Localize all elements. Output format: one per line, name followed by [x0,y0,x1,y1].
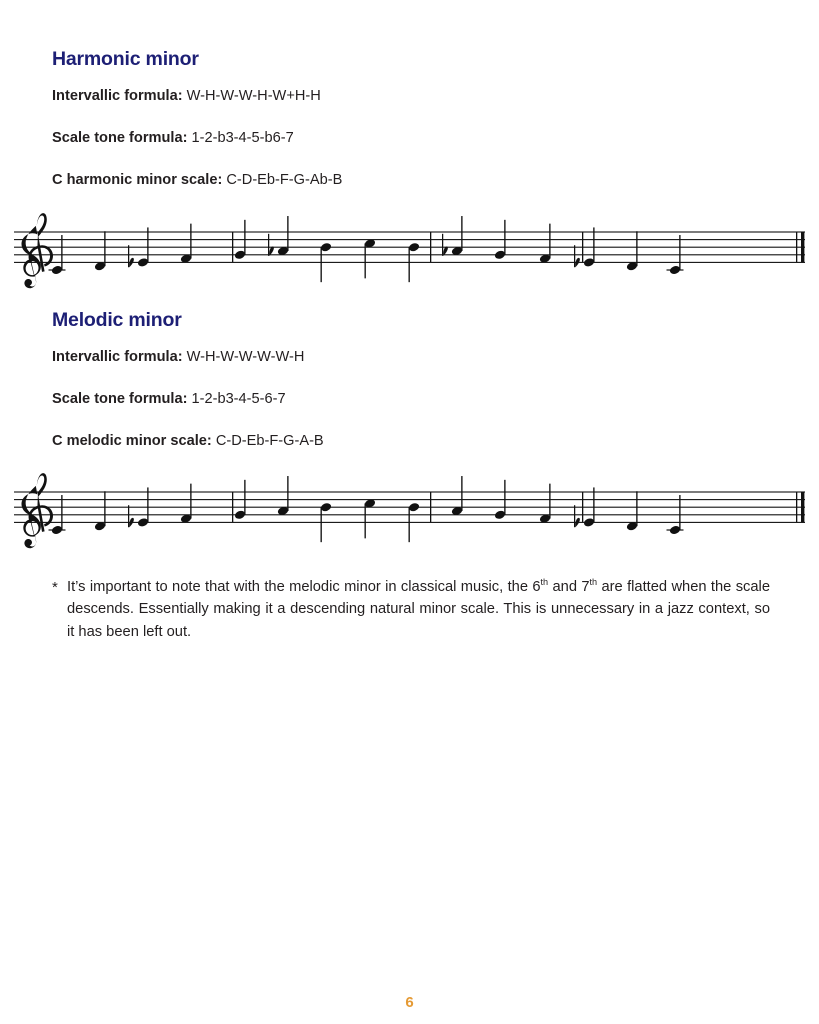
note-stem [287,476,288,511]
flat-accidental-icon [128,505,134,527]
note-stem [190,484,191,519]
footnote-asterisk-icon: * [52,579,58,596]
note-stem [409,507,410,542]
note-stem [190,224,191,259]
note-stem [61,495,62,530]
note-stem [365,503,366,538]
note-stem [504,220,505,255]
staff-line [14,491,805,492]
harmonic-scale-notes-label: C harmonic minor scale: [52,172,223,188]
melodic-scale-tone-formula-line [52,391,286,407]
flat-stem [128,245,129,267]
flat-accidental-icon [268,234,274,256]
footnote-text-1: It’s important to note that with the melodic minor in classical music, the 6 [67,579,541,595]
music-staff-harmonic-minor [0,210,819,300]
footnote-body [67,576,770,643]
note-stem [549,224,550,259]
note-7 [364,238,376,278]
section-heading-melodic-minor: Melodic minor [52,309,182,331]
section-heading-harmonic-minor: Harmonic minor [52,48,199,70]
harmonic-scale-tone-formula-value: 1-2-b3-4-5-b6-7 [191,130,294,146]
staff-line [14,499,805,500]
melodic-scale-notes-label: C melodic minor scale: [52,433,212,449]
footnote [52,576,770,643]
note-5 [277,216,289,256]
barline [232,232,233,262]
note-stem [61,235,62,270]
harmonic-scale-tone-formula-label: Scale tone formula: [52,130,188,146]
melodic-intervallic-formula-line [52,349,304,365]
staff-line [14,239,805,240]
note-stem [244,480,245,515]
melodic-scale-notes-line [52,433,324,449]
note-5 [451,476,463,516]
note-stem [147,487,148,522]
barline [582,492,583,522]
final-barline-thin [796,232,797,262]
harmonic-scale-tone-formula-line [52,130,294,146]
barline [232,492,233,522]
note-1 [626,491,638,531]
treble-clef-glyph [21,473,52,548]
flat-stem [442,234,443,256]
harmonic-scale-notes-line [52,172,342,188]
staff-notation-melodic [0,470,819,560]
melodic-intervallic-formula-label: Intervallic formula: [52,349,183,365]
note-1 [94,491,106,531]
note-stem [636,231,637,266]
barline [430,492,431,522]
footnote-ordinal-7th: th [589,577,598,588]
flat-stem [574,505,575,527]
note-stem [287,216,288,251]
final-barline-thick [801,492,804,522]
note-3 [180,484,192,524]
page-number: 6 [405,994,414,1011]
note-stem [409,247,410,282]
note-3 [180,224,192,264]
note-stem [593,227,594,262]
flat-accidental-icon [574,505,580,527]
melodic-intervallic-formula-value: W-H-W-W-W-W-H [186,349,305,365]
note-stem [244,220,245,255]
barline [430,232,431,262]
final-barline-thin [796,492,797,522]
flat-stem [268,234,269,256]
note-stem [321,507,322,542]
treble-clef-icon [21,213,52,288]
note-1 [94,231,106,271]
melodic-scale-notes-value: C-D-Eb-F-G-A-B [215,433,324,449]
footnote-text-3: are flatted when the scale descends. Essentially making it a descending natural minor scale. This is unnecessary in a jazz context, so it has been left out. [67,579,770,640]
note-stem [636,491,637,526]
staff-line [14,231,805,232]
flat-accidental-icon [128,245,134,267]
barline [582,232,583,262]
footnote-text-2: and 7 [548,579,590,595]
note-5 [277,476,289,516]
melodic-scale-tone-formula-value: 1-2-b3-4-5-6-7 [191,391,286,407]
note-stem [504,480,505,515]
note-stem [593,487,594,522]
flat-stem [574,245,575,267]
note-stem [549,484,550,519]
flat-accidental-icon [442,234,448,256]
note-stem [104,231,105,266]
staff-notation-harmonic [0,210,819,300]
note-stem [461,216,462,251]
note-stem [147,227,148,262]
harmonic-scale-notes-value: C-D-Eb-F-G-Ab-B [226,172,343,188]
harmonic-intervallic-formula-value: W-H-W-W-H-W+H-H [186,88,321,104]
note-3 [539,484,551,524]
melodic-scale-tone-formula-label: Scale tone formula: [52,391,188,407]
note-stem [679,495,680,530]
treble-clef-icon [21,473,52,548]
note-stem [104,491,105,526]
note-1 [626,231,638,271]
treble-clef-glyph [21,213,52,288]
harmonic-intervallic-formula-line [52,88,321,104]
footnote-ordinal-6th: th [540,577,549,588]
flat-stem [128,505,129,527]
note-stem [679,235,680,270]
music-staff-melodic-minor [0,470,819,560]
note-stem [461,476,462,511]
note-5 [451,216,463,256]
note-stem [365,243,366,278]
note-7 [364,498,376,538]
harmonic-intervallic-formula-label: Intervallic formula: [52,88,183,104]
flat-accidental-icon [574,245,580,267]
note-3 [539,224,551,264]
final-barline-thick [801,232,804,262]
note-stem [321,247,322,282]
